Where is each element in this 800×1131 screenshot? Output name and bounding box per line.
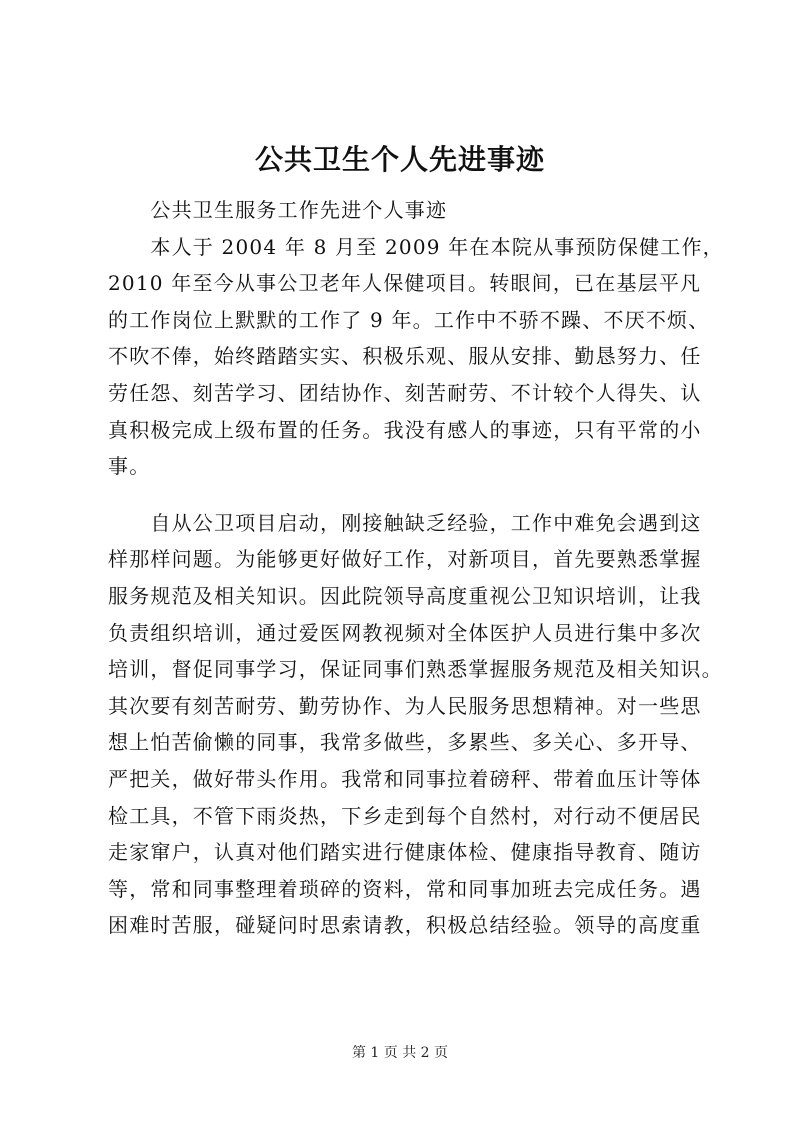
text-line: 的工作岗位上默默的工作了 9 年。工作中不骄不躁、不厌不烦、: [108, 307, 710, 332]
text-line: 服务规范及相关知识。因此院领导高度重视公卫知识培训，让我: [108, 583, 702, 608]
text-line: 等，常和同事整理着琐碎的资料，常和同事加班去完成任务。遇: [108, 876, 702, 901]
paragraph-intro: [108, 229, 724, 485]
text-line: 想上怕苦偷懒的同事，我常多做些，多累些、多关心、多开导、: [108, 730, 702, 755]
text-line: 困难时苦服，碰疑问时思索请教，积极总结经验。领导的高度重: [108, 913, 702, 938]
text-line: 公共卫生服务工作先进个人事迹: [108, 198, 448, 222]
paragraph-body: [108, 505, 723, 944]
text-line: 样那样问题。为能够更好做好工作，对新项目，首先要熟悉掌握: [108, 547, 702, 572]
text-line: 其次要有刻苦耐劳、勤劳协作、为人民服务思想精神。对一些思: [108, 693, 702, 718]
page-footer: 第 1 页 共 2 页: [351, 1045, 449, 1061]
paragraph-gap: [108, 485, 698, 505]
text-line: 负责组织培训，通过爱医网教视频对全体医护人员进行集中多次: [108, 620, 702, 645]
text-line: 严把关，做好带头作用。我常和同事拉着磅秤、带着血压计等体: [108, 766, 702, 791]
text-line: 检工具，不管下雨炎热，下乡走到每个自然村，对行动不便居民: [108, 803, 702, 828]
text-line: 走家窜户，认真对他们踏实进行健康体检、健康指导教育、随访: [108, 840, 702, 865]
text-line: 本人于 2004 年 8 月至 2009 年在本院从事预防保健工作，: [108, 234, 724, 259]
text-line: 培训，督促同事学习，保证同事们熟悉掌握服务规范及相关知识。: [108, 657, 723, 682]
document-title: 公共卫生个人先进事迹: [254, 143, 545, 176]
text-line: 事。: [108, 454, 151, 479]
text-line: 真积极完成上级布置的任务。我没有感人的事迹，只有平常的小: [108, 417, 702, 442]
text-line: 劳任怨、刻苦学习、团结协作、刻苦耐劳、不计较个人得失、认: [108, 380, 702, 405]
text-line: 不吹不俸，始终踏踏实实、积极乐观、服从安排、勤恳努力、任: [108, 344, 702, 369]
paragraph-subtitle: [108, 192, 698, 229]
text-line: 2010 年至今从事公卫老年人保健项目。转眼间，已在基层平凡: [108, 271, 702, 296]
document-body: [108, 192, 724, 944]
text-line: 自从公卫项目启动，刚接触缺乏经验，工作中难免会遇到这: [108, 510, 702, 535]
